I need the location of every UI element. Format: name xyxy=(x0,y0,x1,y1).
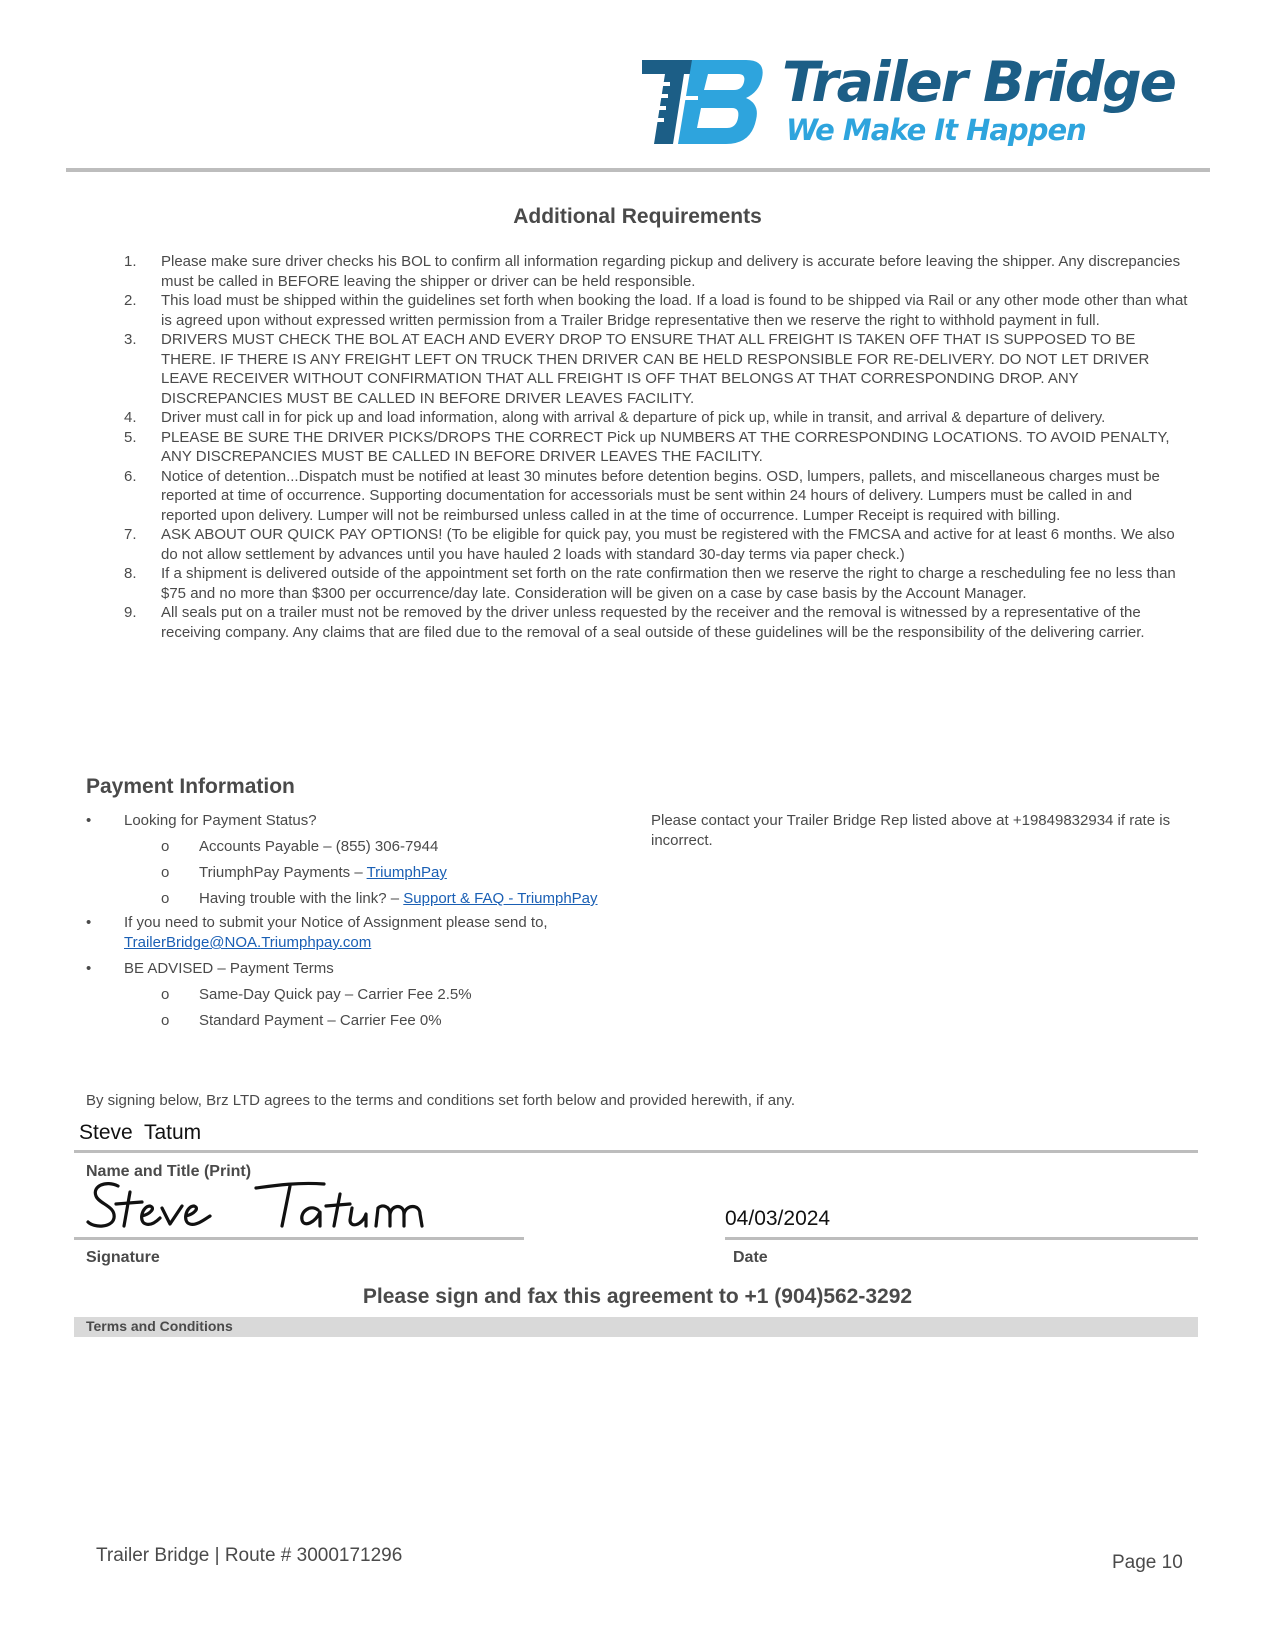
requirement-text: Driver must call in for pick up and load information, along with arrival & departure of pick up, while in transit, and arrival & departure of delivery. xyxy=(161,409,1106,426)
list-item xyxy=(86,959,626,979)
logo-wordmark: Trailer Bridge xyxy=(782,50,1175,114)
requirement-item xyxy=(120,525,1190,564)
sub-bullet-icon: o xyxy=(161,986,170,1003)
date-label: Date xyxy=(733,1249,768,1266)
standard-fee-text: Standard Payment – Carrier Fee 0% xyxy=(199,1012,442,1029)
requirements-list xyxy=(120,252,1190,642)
triumphpay-prefix: TriumphPay Payments – xyxy=(199,864,367,881)
requirement-text: All seals put on a trailer must not be removed by the driver unless requested by the receiver and the removal is witnessed by a representative of the receiving company. Any claims that are filed due to the removal of a seal outside of these guidelines will be the responsibility of the delivering carrier. xyxy=(161,604,1145,641)
requirement-text: This load must be shipped within the guidelines set forth when booking the load. If a load is found to be shipped via Rail or any other mode other than what is agreed upon without expressed written permission from a Trailer Bridge representative then we reserve the right to withhold payment in full. xyxy=(161,292,1188,329)
list-item xyxy=(86,837,626,857)
agreement-statement: By signing below, Brz LTD agrees to the terms and conditions set forth below and provided herewith, if any. xyxy=(86,1092,795,1109)
terms-label: Terms and Conditions xyxy=(86,1318,233,1334)
name-line xyxy=(74,1150,1198,1153)
requirement-item xyxy=(120,603,1190,642)
requirement-text: Please make sure driver checks his BOL to confirm all information regarding pickup and delivery is accurate before leaving the shipper. Any discrepancies must be called in BEFORE leaving the shipper or driver can be held responsible. xyxy=(161,253,1181,290)
list-item xyxy=(86,811,626,831)
requirement-number: 1. xyxy=(124,253,137,270)
rate-contact-note: Please contact your Trailer Bridge Rep listed above at +19849832934 if rate is incorrect. xyxy=(651,812,1171,849)
requirement-text: DRIVERS MUST CHECK THE BOL AT EACH AND EVERY DROP TO ENSURE THAT ALL FREIGHT IS TAKEN OFF THAT IS SUPPOSED TO BE THERE. IF THERE IS ANY FREIGHT LEFT ON TRUCK THEN DRIVER CAN BE HELD RESPONSIBLE FOR RE-DELIVERY. DO NOT LET DRIVER LEAVE RECEIVER WITHOUT CONFIRMATION THAT ALL FREIGHT IS OFF THAT BELONGS AT THAT CORRESPONDING DROP. ANY DISCREPANCIES MUST BE CALLED IN BEFORE DRIVER LEAVES FACILITY. xyxy=(161,331,1150,407)
support-faq-link[interactable]: Support & FAQ - TriumphPay xyxy=(403,890,598,907)
payment-list xyxy=(86,811,626,1037)
accounts-payable-text: Accounts Payable – (855) 306-7944 xyxy=(199,838,439,855)
requirement-number: 9. xyxy=(124,604,137,621)
list-item xyxy=(86,1011,626,1031)
sub-bullet-icon: o xyxy=(161,838,170,855)
bullet-icon: • xyxy=(86,960,92,977)
requirement-number: 2. xyxy=(124,292,137,309)
date-value[interactable]: 04/03/2024 xyxy=(725,1207,831,1230)
date-line xyxy=(725,1237,1198,1240)
name-title-label: Name and Title (Print) xyxy=(86,1163,252,1180)
requirement-number: 8. xyxy=(124,565,137,582)
requirement-item xyxy=(120,252,1190,291)
trouble-prefix: Having trouble with the link? – xyxy=(199,890,404,907)
sub-bullet-icon: o xyxy=(161,864,170,881)
requirement-number: 6. xyxy=(124,467,137,485)
list-item xyxy=(86,863,626,883)
bullet-icon: • xyxy=(86,914,92,931)
requirement-number: 4. xyxy=(124,409,137,426)
list-item xyxy=(86,889,626,909)
signature-image[interactable] xyxy=(86,1178,506,1232)
fax-instruction: Please sign and fax this agreement to +1 (904)562-3292 xyxy=(362,1285,913,1308)
triumphpay-link[interactable]: TriumphPay xyxy=(366,864,447,881)
payment-status-label: Looking for Payment Status? xyxy=(124,812,317,829)
requirement-item xyxy=(120,330,1190,408)
requirement-number: 5. xyxy=(124,428,137,446)
printed-name-value[interactable]: Steve Tatum xyxy=(79,1121,202,1144)
company-logo xyxy=(642,50,1202,148)
signature-line xyxy=(74,1237,524,1240)
page-number: Page 10 xyxy=(1112,1552,1183,1573)
terms-header-bar xyxy=(74,1317,1198,1337)
logo-tagline: We Make It Happen xyxy=(786,113,1086,147)
requirement-text: Notice of detention...Dispatch must be notified at least 30 minutes before detention begins. OSD, lumpers, pallets, and miscellaneous charges must be reported at time of occurrence. Supporting documentation for accessorials must be sent within 24 hours of delivery. Lumpers must be called in and reported upon delivery. Lumper will not be reimbursed unless called in at the time of occurrence. Lumper Receipt is required with billing. xyxy=(161,467,1160,524)
sub-bullet-icon: o xyxy=(161,1012,170,1029)
payment-terms-heading: BE ADVISED – Payment Terms xyxy=(124,960,334,977)
list-item xyxy=(86,985,626,1005)
tb-logo-mark-icon xyxy=(642,60,768,144)
footer-route: Trailer Bridge | Route # 3000171296 xyxy=(96,1545,403,1566)
payment-title: Payment Information xyxy=(86,775,295,798)
requirement-number: 7. xyxy=(124,526,137,543)
requirement-text: PLEASE BE SURE THE DRIVER PICKS/DROPS THE CORRECT Pick up NUMBERS AT THE CORRESPONDING LOCATIONS. TO AVOID PENALTY, ANY DISCREPANCIES MUST BE CALLED IN BEFORE DRIVER LEAVES THE FACILITY. xyxy=(161,428,1170,465)
noa-text: If you need to submit your Notice of Assignment please send to, xyxy=(124,914,548,931)
requirement-item xyxy=(120,428,1190,467)
requirement-text: ASK ABOUT OUR QUICK PAY OPTIONS! (To be eligible for quick pay, you must be registered with the FMCSA and active for at least 6 months. We also do not allow settlement by advances until you have hauled 2 loads with standard 30-day terms via paper check.) xyxy=(161,526,1175,563)
section-title: Additional Requirements xyxy=(513,205,762,228)
header-divider xyxy=(66,168,1210,172)
requirement-item xyxy=(120,291,1190,330)
requirement-item xyxy=(120,467,1190,526)
noa-email-link[interactable]: TrailerBridge@NOA.Triumphpay.com xyxy=(124,934,372,951)
bullet-icon: • xyxy=(86,812,92,829)
requirement-text: If a shipment is delivered outside of the appointment set forth on the rate confirmation then we reserve the right to charge a rescheduling fee no less than $75 and no more than $300 per occurrence/day late. Consideration will be given on a case by case basis by the Account Manager. xyxy=(161,565,1176,602)
requirement-number: 3. xyxy=(124,331,137,348)
same-day-fee-text: Same-Day Quick pay – Carrier Fee 2.5% xyxy=(199,986,472,1003)
list-item xyxy=(86,913,626,953)
requirement-item xyxy=(120,564,1190,603)
signature-label: Signature xyxy=(86,1249,160,1266)
sub-bullet-icon: o xyxy=(161,890,170,907)
requirement-item xyxy=(120,408,1190,428)
